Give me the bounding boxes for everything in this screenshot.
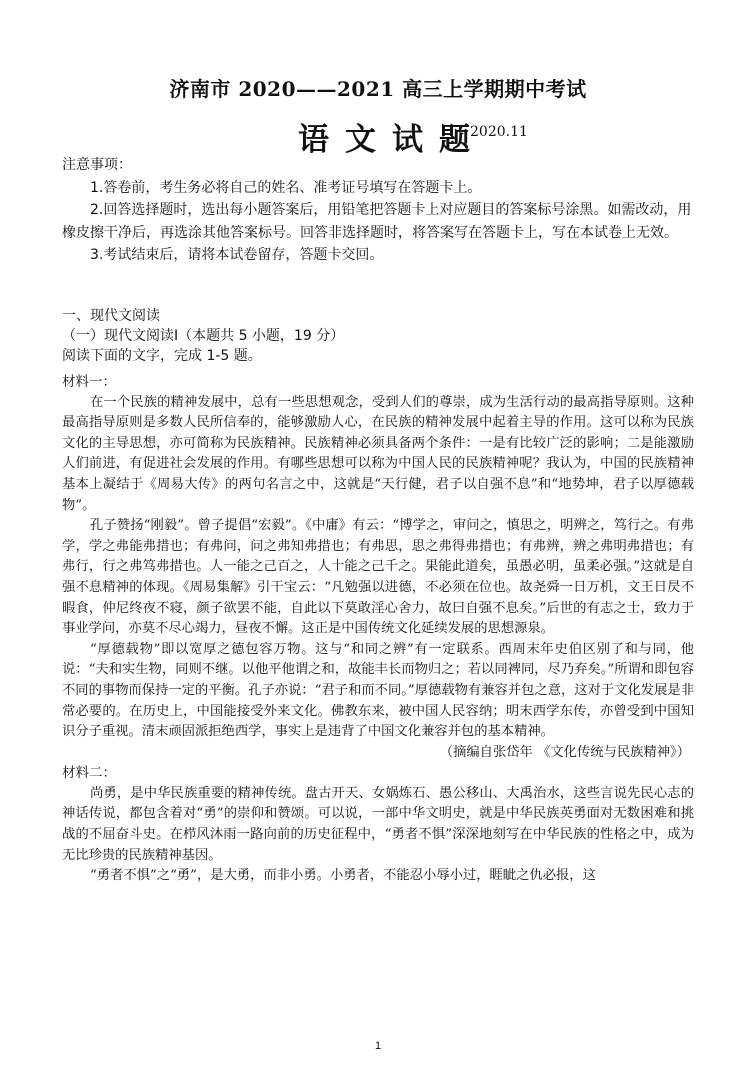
exam-title: 济南市 2020——2021 高三上学期期中考试 (169, 77, 587, 101)
section-instruction: 阅读下面的文字，完成 1-5 题。 (62, 348, 262, 364)
section-header (62, 306, 694, 366)
instruction-item: 2.回答选择题时，选出每小题答案后，用铅笔把答题卡上对应题目的答案标号涂黑。如需改动，用橡皮擦干净后，再选涂其他答案标号。回答非选择题时，将答案写在答题卡上，写在本试卷上无效。 (62, 202, 692, 241)
reading-passage (62, 372, 694, 887)
passage-paragraph: “勇者不惧”之“勇”，是大勇，而非小勇。小勇者，不能忍小辱小过，睚眦之仇必报，这 (90, 868, 596, 884)
passage-paragraph: 孔子赞扬“刚毅”。曾子提倡“宏毅”。《中庸》有云：“博学之，审问之，慎思之，明辨之，笃行之。有弗学，学之弗能弗措也；有弗问，问之弗知弗措也；有弗思，思之弗得弗措也；有弗辨，辨之弗明弗措也；有弗行，行之弗笃弗措也。人一能之己百之，人十能之己千之。果能此道矣，虽愚必明，虽柔必强。”这就是自强不息精神的体现。《周易集解》引干宝云：“凡勉强以进德，不必须在位也。故尧舜一日万机，文王日昃不暇食，仲尼终夜不寝，颜子欲罢不能，自此以下莫敢淫心舍力，故曰自强不息矣。”后世的有志之士，致力于事业学问，亦莫不尽心竭力，昼夜不懈。这正是中国传统文化延续发展的思想源泉。 (62, 518, 694, 637)
passage-source: （摘编自张岱年 《文化传统与民族精神》） (439, 744, 690, 760)
subject-title: 语文试题 (298, 122, 486, 158)
passage-paragraph: 在一个民族的精神发展中，总有一些思想观念，受到人们的尊崇，成为生活行动的最高指导原则。这种最高指导原则是多数人民所信奉的，能够激励人心，在民族的精神发展中起着主导的作用。这可以称为民族文化的主导思想，亦可简称为民族精神。民族精神必须具备两个条件：一是有比较广泛的影响；二是能激励人们前进，有促进社会发展的作用。有哪些思想可以称为中国人民的民族精神呢？我认为，中国的民族精神基本上凝结于《周易大传》的两句名言之中，这就是“天行健，君子以自强不息”和“地势坤，君子以厚德载物”。 (62, 394, 694, 513)
instructions (62, 154, 694, 267)
passage-paragraph: 尚勇，是中华民族重要的精神传统。盘古开天、女娲炼石、愚公移山、大禹治水，这些言说先民心志的神话传说，都包含着对“勇”的崇仰和赞颂。可以说，一部中华文明史，就是中华民族英勇面对无数困难和挑战的不屈奋斗史。在栉风沐雨一路向前的历史征程中，“勇者不惧”深深地刻写在中华民族的性格之中，成为无比珍贵的民族精神基因。 (62, 785, 694, 863)
instruction-item: 1.答卷前，考生务必将自己的姓名、准考证号填写在答题卡上。 (90, 179, 482, 196)
instruction-item: 3.考试结束后，请将本试卷留存，答题卡交回。 (90, 247, 384, 263)
section-subheading: （一）现代文阅读Ⅰ（本题共 5 小题，19 分） (62, 328, 345, 344)
section-heading: 一、现代文阅读 (62, 308, 160, 324)
instructions-heading: 注意事项： (62, 157, 132, 173)
material-label: 材料一： (62, 374, 116, 390)
exam-date: 2020.11 (470, 124, 528, 140)
passage-paragraph: “厚德载物”即以宽厚之德包容万物。这与“和同之辨”有一定联系。西周末年史伯区别了和与同，他说：“夫和实生物，同则不继。以他平他谓之和，故能丰长而物归之；若以同裨同，尽乃弃矣。”所谓和即包容不同的事物而保持一定的平衡。孔子亦说：“君子和而不同。”厚德载物有兼容并包之意，这对于文化发展是非常必要的。在历史上，中国能接受外来文化。佛教东来，被中国人民容纳；明末西学东传，亦曾受到中国知识分子重视。清末顽固派拒绝西学，事实上是违背了中国文化兼容并包的基本精神。 (62, 641, 694, 740)
material-label: 材料二： (62, 765, 116, 782)
page-number: 1 (374, 1040, 382, 1052)
